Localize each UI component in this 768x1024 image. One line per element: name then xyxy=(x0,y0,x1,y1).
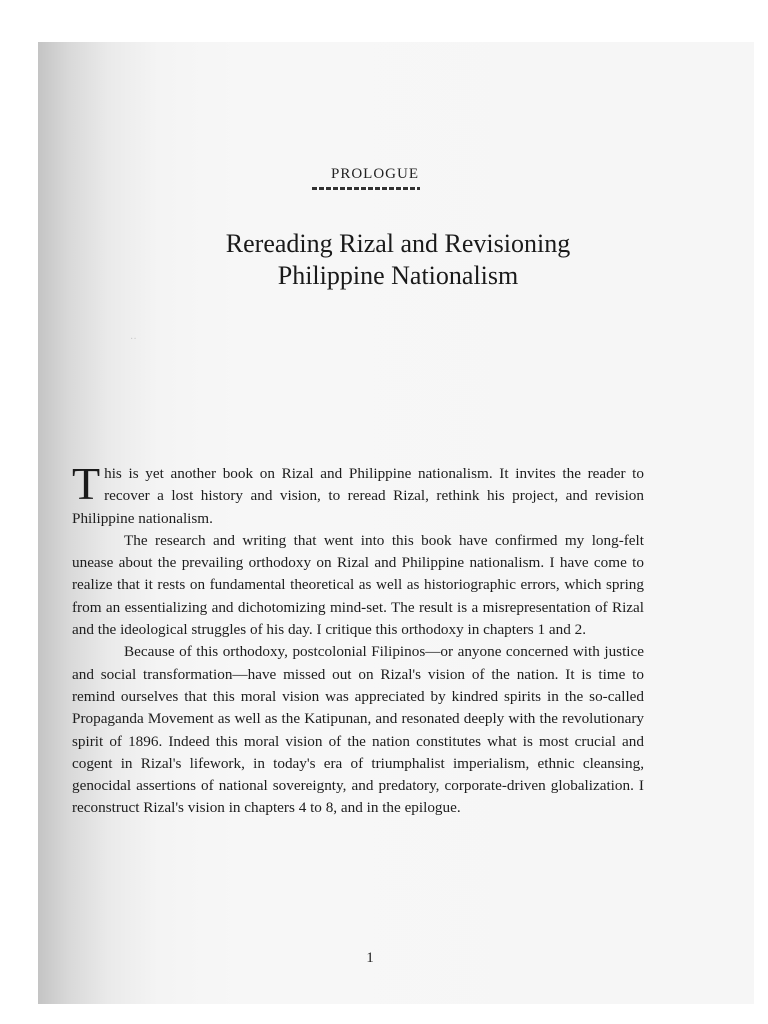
paragraph-1 xyxy=(72,458,644,530)
title-line-2: Philippine Nationalism xyxy=(277,261,519,290)
scan-speck: ·· xyxy=(130,334,137,345)
scanned-page xyxy=(38,42,754,1004)
paragraph-1-text: his is yet another book on Rizal and Philippine nationalism. It invites the reader to recover a lost history and vision, to reread Rizal, rethink his project, and revision Philippine nationalism. xyxy=(72,465,644,527)
title-line-1: Rereading Rizal and Revisioning xyxy=(225,229,571,258)
paragraph-3: Because of this orthodoxy, postcolonial Filipinos—or anyone concerned with justice and social transformation—have missed out on Rizal's vision of the nation. It is time to remind ourselves that this moral vision was appreciated by kindred spirits in the so-called Propaganda Movement as well as the Katipunan, and resonated deeply with the revolutionary spirit of 1896. Indeed this moral vision of the nation constitutes what is most crucial and cogent in Rizal's lifework, in today's era of triumphalist imperialism, ethnic cleansing, genocidal assertions of national sovereignty, and predatory, corporate-driven globalization. I reconstruct Rizal's vision in chapters 4 to 8, and in the epilogue. xyxy=(72,643,644,817)
paragraph-2: The research and writing that went into this book have confirmed my long-felt unease about the prevailing orthodoxy on Rizal and Philippine nationalism. I have come to realize that it rests on fundamental theoretical as well as historiographic errors, which spring from an essentializing and dichotomizing mind-set. The result is a misrepresentation of Rizal and the ideological struggles of his day. I critique this orthodoxy in chapters 1 and 2. xyxy=(72,531,644,639)
section-heading: PROLOGUE xyxy=(330,166,419,182)
decorative-rule xyxy=(312,187,420,190)
page-number: 1 xyxy=(366,950,374,966)
chapter-title xyxy=(98,228,698,292)
drop-cap: T xyxy=(72,458,101,509)
body-text xyxy=(72,458,644,820)
